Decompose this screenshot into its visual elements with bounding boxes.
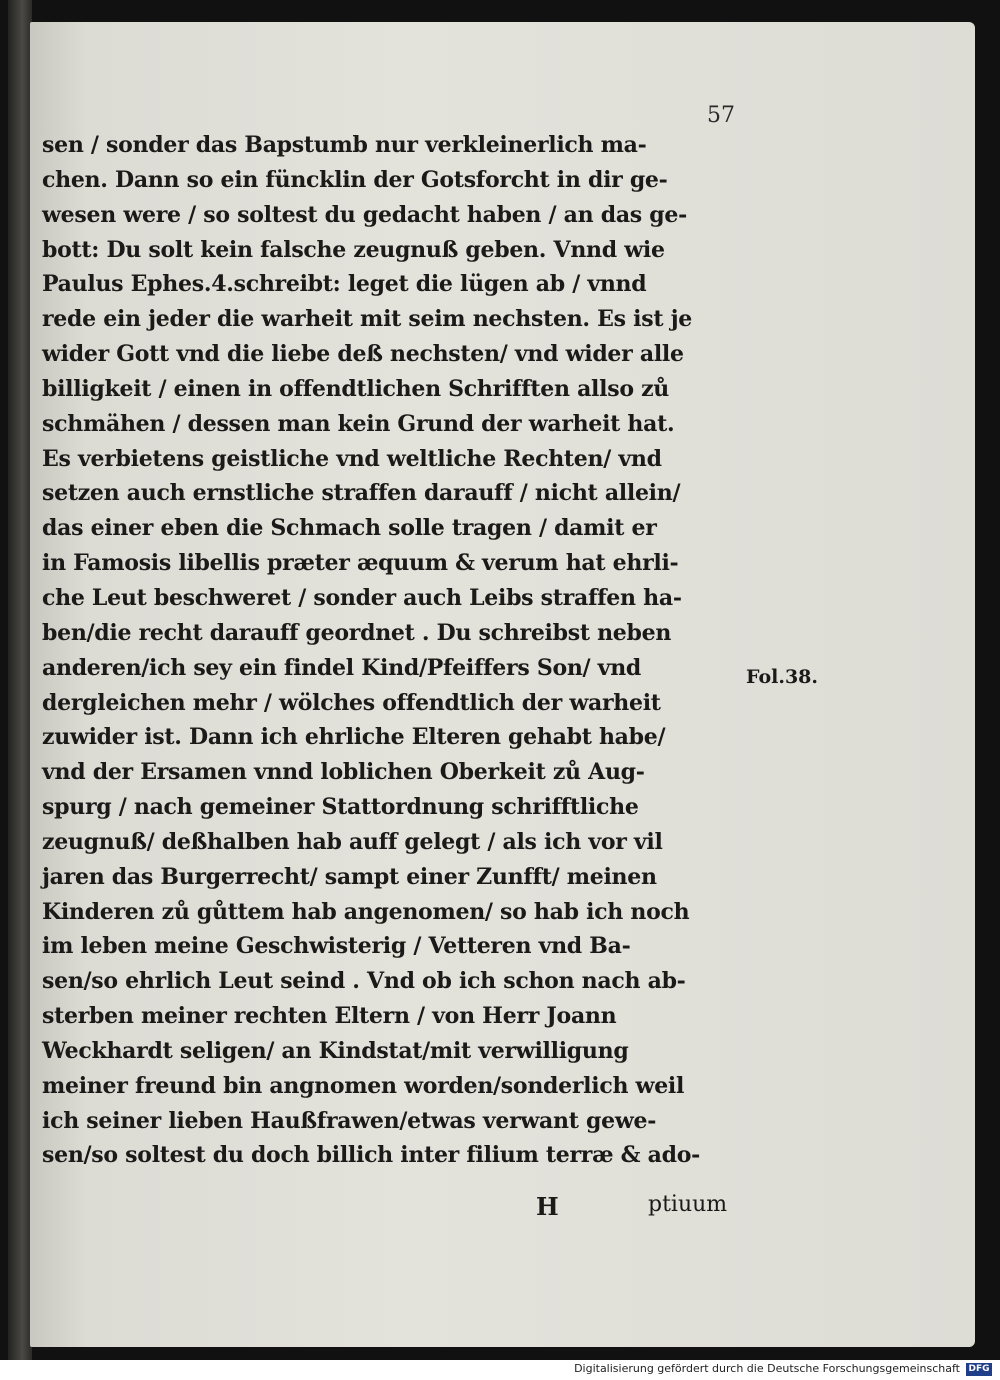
- text-line: wesen were / so soltest du gedacht haben / an das ge-: [42, 201, 687, 228]
- text-line: rede ein jeder die warheit mit seim nechsten. Es ist je: [42, 306, 692, 333]
- text-line: zeugnuß/ deßhalben hab auff gelegt / als ich vor vil: [42, 828, 663, 855]
- signature-mark: H: [536, 1192, 559, 1221]
- footer-bar: [0, 1360, 1000, 1380]
- dfg-logo: DFG: [966, 1363, 992, 1376]
- text-line: in Famosis libellis præter æquum & verum hat ehrli-: [42, 550, 679, 577]
- text-line: Weckhardt seligen/ an Kindstat/mit verwilligung: [42, 1037, 629, 1064]
- text-line: Es verbietens geistliche vnd weltliche Rechten/ vnd: [42, 445, 662, 472]
- text-line: wider Gott vnd die liebe deß nechsten/ vnd wider alle: [42, 341, 684, 368]
- text-line: ben/die recht darauff geordnet . Du schreibst neben: [42, 619, 672, 646]
- funding-credit: Digitalisierung gefördert durch die Deutsche Forschungsgemeinschaft: [574, 1362, 960, 1375]
- text-line: meiner freund bin angnomen worden/sonderlich weil: [42, 1072, 685, 1099]
- text-line: anderen/ich sey ein findel Kind/Pfeiffers Son/ vnd: [42, 654, 642, 681]
- text-line: jaren das Burgerrecht/ sampt einer Zunfft/ meinen: [42, 863, 657, 890]
- text-line: dergleichen mehr / wölches offendtlich der warheit: [42, 689, 661, 716]
- text-line: Kinderen zů gůttem hab angenomen/ so hab ich noch: [42, 898, 690, 925]
- catchword: ptiuum: [648, 1192, 728, 1217]
- text-line: setzen auch ernstliche straffen darauff / nicht allein/: [42, 480, 681, 507]
- text-block: [42, 128, 757, 1173]
- text-line: spurg / nach gemeiner Stattordnung schrifftliche: [42, 794, 639, 821]
- text-line: schmähen / dessen man kein Grund der warheit hat.: [42, 410, 675, 437]
- text-line: vnd der Ersamen vnnd loblichen Oberkeit zů Aug-: [42, 759, 645, 786]
- text-line: sen / sonder das Bapstumb nur verkleinerlich ma-: [42, 132, 647, 158]
- page-number: 57: [707, 103, 735, 128]
- text-line: ich seiner lieben Haußfrawen/etwas verwant gewe-: [42, 1107, 657, 1134]
- text-line: che Leut beschweret / sonder auch Leibs straffen ha-: [42, 584, 682, 611]
- text-line: sen/so soltest du doch billich inter filium terræ & ado-: [42, 1142, 700, 1169]
- marginal-note: Fol.38.: [746, 666, 819, 688]
- text-line: billigkeit / einen in offendtlichen Schrifften allso zů: [42, 375, 670, 402]
- text-line: sen/so ehrlich Leut seind . Vnd ob ich schon nach ab-: [42, 968, 686, 995]
- text-line: das einer eben die Schmach solle tragen / damit er: [42, 515, 657, 542]
- text-line: bott: Du solt kein falsche zeugnuß geben. Vnnd wie: [42, 236, 665, 263]
- text-line: zuwider ist. Dann ich ehrliche Elteren gehabt habe/: [42, 724, 666, 751]
- text-line: im leben meine Geschwisterig / Vetteren vnd Ba-: [42, 933, 631, 960]
- text-line: chen. Dann so ein füncklin der Gotsforcht in dir ge-: [42, 166, 668, 193]
- text-line: sterben meiner rechten Eltern / von Herr Joann: [42, 1003, 617, 1030]
- text-line: Paulus Ephes.4.schreibt: leget die lügen ab / vnnd: [42, 271, 647, 298]
- book-spine-edge: [8, 0, 32, 1360]
